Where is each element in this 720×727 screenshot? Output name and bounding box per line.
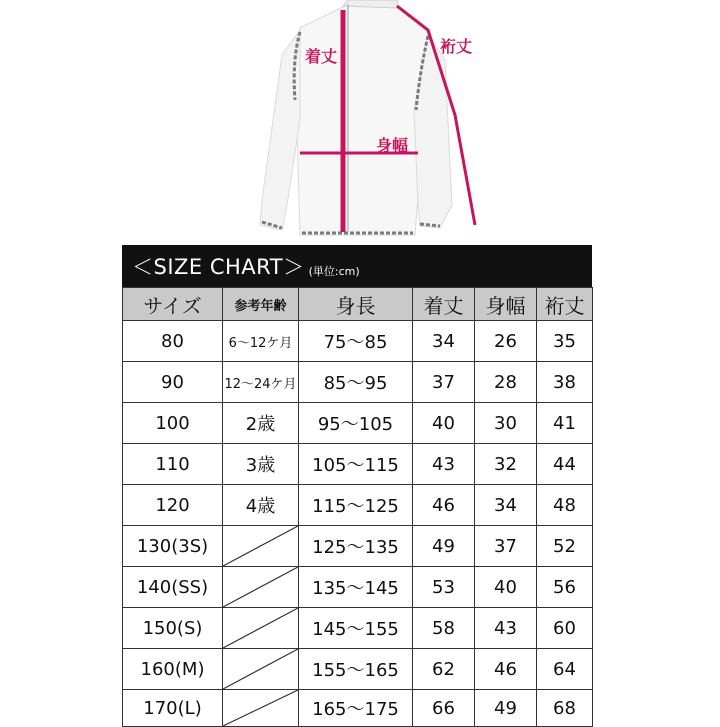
size-chart [122,245,592,727]
cell-size: 140(SS) [123,567,223,608]
cell-length: 43 [413,444,475,485]
length-label: 着丈 [305,47,338,66]
cell-sleeve: 56 [537,567,593,608]
table-row [123,403,593,444]
cell-height: 75〜85 [299,321,413,362]
cell-sleeve: 35 [537,321,593,362]
cell-sleeve: 68 [537,690,593,727]
shirt-body [295,6,430,235]
cell-age-empty [223,526,299,567]
cell-sleeve: 64 [537,649,593,690]
header-size: サイズ [123,288,223,321]
garment-diagram [0,0,720,240]
cell-age-empty [223,690,299,727]
cell-size: 100 [123,403,223,444]
cell-size: 150(S) [123,608,223,649]
cell-length: 62 [413,649,475,690]
cell-height: 125〜135 [299,526,413,567]
diagonal-slash [223,526,298,566]
table-row [123,526,593,567]
header-height: 身長 [299,288,413,321]
table-row [123,649,593,690]
cell-size: 80 [123,321,223,362]
cell-height: 95〜105 [299,403,413,444]
cell-age: 6〜12ケ月 [223,321,299,362]
cell-age-empty [223,567,299,608]
cell-height: 115〜125 [299,485,413,526]
cell-sleeve: 41 [537,403,593,444]
sleeve-label: 裄丈 [440,37,473,56]
table-header-row [123,288,593,321]
cell-length: 53 [413,567,475,608]
table-row [123,362,593,403]
cell-size: 90 [123,362,223,403]
cell-size: 160(M) [123,649,223,690]
header-age: 参考年齢 [223,288,299,321]
width-label: 身幅 [376,136,409,155]
cell-length: 49 [413,526,475,567]
cell-width: 26 [475,321,537,362]
cell-age-empty [223,649,299,690]
cell-width: 46 [475,649,537,690]
cell-width: 32 [475,444,537,485]
shirt-sleeve-left [260,30,300,230]
cell-sleeve: 48 [537,485,593,526]
cell-age: 12〜24ケ月 [223,362,299,403]
diagonal-slash [223,649,298,689]
table-row [123,485,593,526]
cell-age: 2歳 [223,403,299,444]
header-sleeve: 裄丈 [537,288,593,321]
cell-age: 4歳 [223,485,299,526]
cell-size: 170(L) [123,690,223,727]
size-chart-header [122,245,592,287]
cell-height: 145〜155 [299,608,413,649]
cell-age-empty [223,608,299,649]
cell-length: 37 [413,362,475,403]
table-row [123,690,593,727]
diagonal-slash [223,690,298,726]
cell-width: 30 [475,403,537,444]
cell-size: 120 [123,485,223,526]
cell-height: 105〜115 [299,444,413,485]
diagonal-slash [223,567,298,607]
cell-size: 130(3S) [123,526,223,567]
cell-width: 37 [475,526,537,567]
header-length: 着丈 [413,288,475,321]
cell-size: 110 [123,444,223,485]
size-table [122,287,593,727]
cell-length: 40 [413,403,475,444]
cell-height: 155〜165 [299,649,413,690]
cell-width: 49 [475,690,537,727]
table-row [123,567,593,608]
cell-height: 165〜175 [299,690,413,727]
cell-width: 40 [475,567,537,608]
cell-length: 34 [413,321,475,362]
cell-length: 58 [413,608,475,649]
size-chart-title: ＜SIZE CHART＞ [132,255,305,279]
cell-length: 46 [413,485,475,526]
rash-guard-illustration [0,0,720,240]
table-row [123,444,593,485]
shirt-collar [343,0,398,8]
cell-age: 3歳 [223,444,299,485]
cell-height: 85〜95 [299,362,413,403]
cell-length: 66 [413,690,475,727]
table-row [123,608,593,649]
header-width: 身幅 [475,288,537,321]
cell-sleeve: 52 [537,526,593,567]
cell-width: 43 [475,608,537,649]
table-row [123,321,593,362]
cell-sleeve: 44 [537,444,593,485]
cell-sleeve: 38 [537,362,593,403]
cell-width: 34 [475,485,537,526]
diagonal-slash [223,608,298,648]
cell-width: 28 [475,362,537,403]
size-chart-unit: (単位:cm) [308,265,360,278]
cell-height: 135〜145 [299,567,413,608]
cell-sleeve: 60 [537,608,593,649]
